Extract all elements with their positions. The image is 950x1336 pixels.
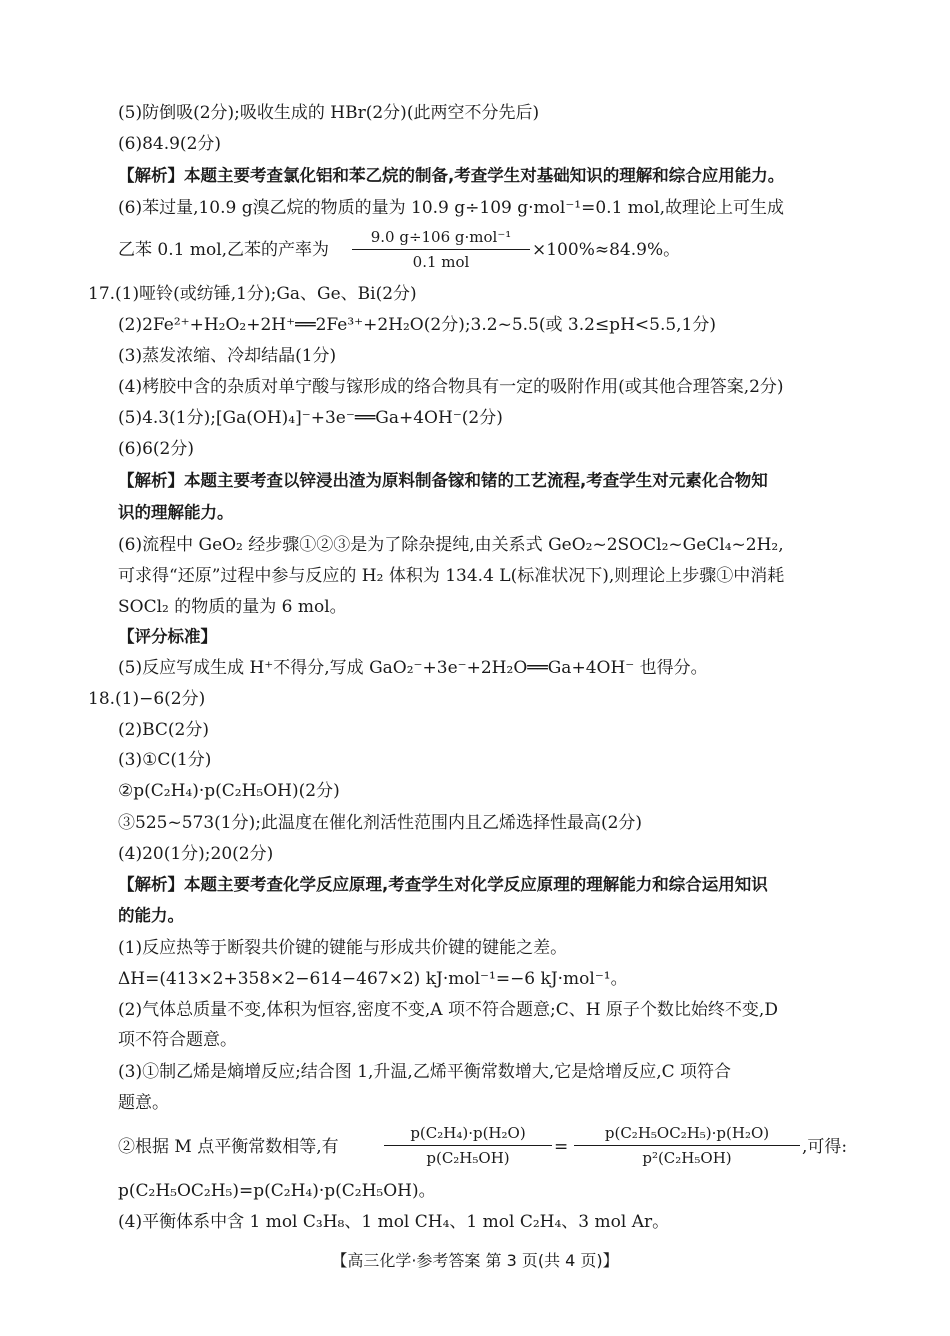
text-line: 项不符合题意。 [118, 1030, 237, 1050]
text-line: 18.(1)−6(2分) [88, 689, 206, 709]
scoring-heading: 【评分标准】 [118, 627, 217, 646]
analysis-heading-cont: 识的理解能力。 [118, 503, 234, 522]
text-line: ΔH=(413×2+358×2−614−467×2) kJ·mol⁻¹=−6 kJ·mol⁻¹。 [118, 969, 628, 989]
text-line: (5)4.3(1分);[Ga(OH)₄]⁻+3e⁻══Ga+4OH⁻(2分) [118, 408, 503, 428]
equals-sign: = [554, 1137, 569, 1157]
fraction-bar [352, 249, 530, 250]
text-line: (6)6(2分) [118, 439, 194, 459]
analysis-heading: 【解析】本题主要考查氯化铝和苯乙烷的制备,考查学生对基础知识的理解和综合应用能力。 [118, 166, 785, 185]
text-line: ③525~573(1分);此温度在催化剂活性范围内且乙烯选择性最高(2分) [118, 813, 643, 833]
text-line: (3)①C(1分) [118, 750, 212, 770]
text-line: (5)防倒吸(2分);吸收生成的 HBr(2分)(此两空不分先后) [118, 103, 540, 123]
text-line: SOCl₂ 的物质的量为 6 mol。 [118, 597, 347, 617]
analysis-heading-cont: 的能力。 [118, 906, 184, 925]
text-line: 可求得“还原”过程中参与反应的 H₂ 体积为 134.4 L(标准状况下),则理论上步骤①中消耗 [118, 566, 785, 586]
text-line: 题意。 [118, 1093, 169, 1113]
fraction-bar [384, 1145, 552, 1146]
text-line: (3)①制乙烯是熵增反应;结合图 1,升温,乙烯平衡常数增大,它是焓增反应,C 项符合 [118, 1062, 732, 1082]
text-line: 乙苯 0.1 mol,乙苯的产率为 [118, 240, 330, 260]
fraction-numerator: 9.0 g÷106 g·mol⁻¹ [370, 228, 512, 246]
text-line: (6)苯过量,10.9 g溴乙烷的物质的量为 10.9 g÷109 g·mol⁻¹=0.1 mol,故理论上可生成 [118, 198, 785, 218]
fraction-numerator: p(C₂H₅OC₂H₅)·p(H₂O) [604, 1124, 770, 1142]
text-line: (6)84.9(2分) [118, 134, 222, 154]
analysis-heading: 【解析】本题主要考查以锌浸出渣为原料制备镓和锗的工艺流程,考查学生对元素化合物知 [118, 471, 768, 490]
text-line: ,可得: [802, 1137, 848, 1157]
fraction-denominator: p²(C₂H₅OH) [642, 1149, 732, 1167]
text-line: (4)20(1分);20(2分) [118, 844, 274, 864]
text-line: (2)气体总质量不变,体积为恒容,密度不变,A 项不符合题意;C、H 原子个数比始终不变,D [118, 1000, 778, 1020]
fraction-numerator: p(C₂H₄)·p(H₂O) [410, 1124, 526, 1142]
text-line: ②根据 M 点平衡常数相等,有 [118, 1137, 339, 1157]
text-line: p(C₂H₅OC₂H₅)=p(C₂H₄)·p(C₂H₅OH)。 [118, 1181, 436, 1201]
text-line: (6)流程中 GeO₂ 经步骤①②③是为了除杂提纯,由关系式 GeO₂~2SOCl₂~GeCl₄~2H₂, [118, 535, 784, 555]
text-line: 17.(1)哑铃(或纺锤,1分);Ga、Ge、Bi(2分) [88, 284, 417, 304]
text-line: (2)BC(2分) [118, 720, 209, 740]
text-line: ×100%≈84.9%。 [532, 240, 681, 260]
text-line: ②p(C₂H₄)·p(C₂H₅OH)(2分) [118, 781, 340, 801]
text-line: (4)栲胶中含的杂质对单宁酸与镓形成的络合物具有一定的吸附作用(或其他合理答案,2分) [118, 377, 784, 397]
page-footer: 【高三化学·参考答案 第 3 页(共 4 页)】 [331, 1251, 619, 1270]
text-line: (4)平衡体系中含 1 mol C₃H₈、1 mol CH₄、1 mol C₂H₄、3 mol Ar。 [118, 1212, 670, 1232]
text-line: (1)反应热等于断裂共价键的键能与形成共价键的键能之差。 [118, 938, 568, 958]
text-line: (2)2Fe²⁺+H₂O₂+2H⁺══2Fe³⁺+2H₂O(2分);3.2~5.5(或 3.2≤pH<5.5,1分) [118, 315, 717, 335]
analysis-heading: 【解析】本题主要考查化学反应原理,考查学生对化学反应原理的理解能力和综合运用知识 [118, 875, 768, 894]
text-line: (3)蒸发浓缩、冷却结晶(1分) [118, 346, 337, 366]
fraction-bar [574, 1145, 800, 1146]
fraction-denominator: 0.1 mol [412, 253, 470, 271]
text-line: (5)反应写成生成 H⁺不得分,写成 GaO₂⁻+3e⁻+2H₂O══Ga+4OH⁻ 也得分。 [118, 658, 708, 678]
fraction-denominator: p(C₂H₅OH) [426, 1149, 510, 1167]
